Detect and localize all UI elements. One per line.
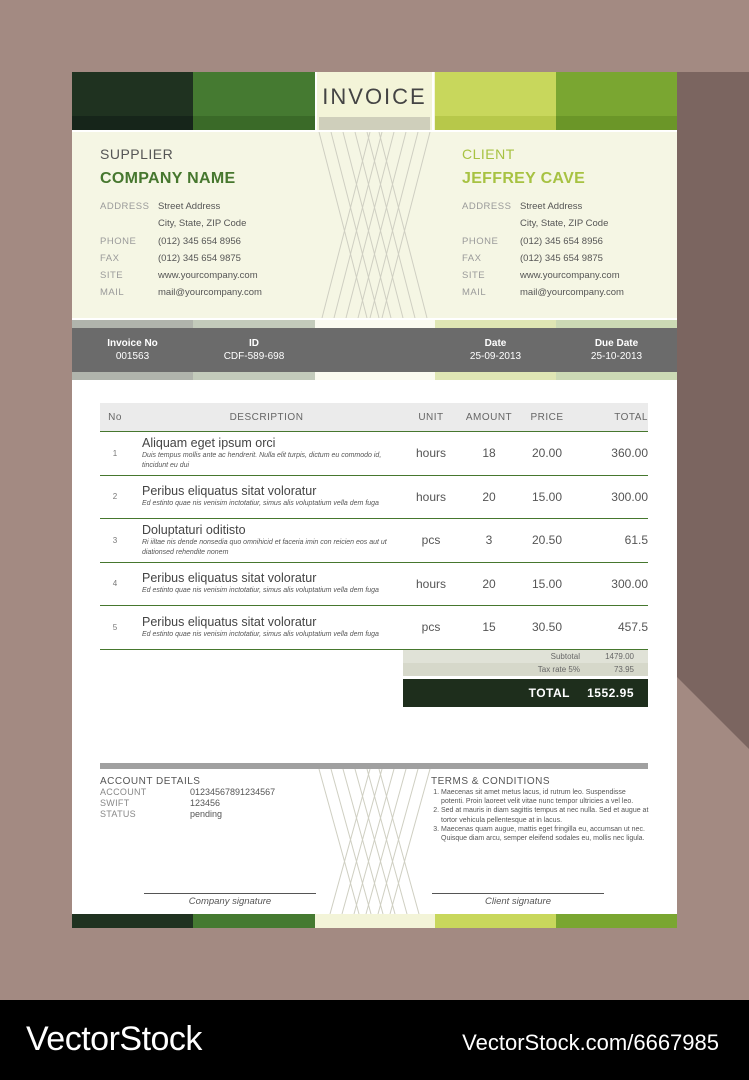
account-row: STATUS pending (100, 809, 223, 819)
account-heading: ACCOUNT DETAILS (100, 776, 201, 787)
supplier-row: MAIL mail@yourcompany.com (100, 287, 262, 299)
decorative-lines (315, 132, 434, 318)
client-row: SITE www.yourcompany.com (462, 270, 620, 282)
footer-decorative-lines (315, 769, 434, 914)
invoice-id: ID CDF-589-698 (223, 338, 285, 362)
table-row: 1 Aliquam eget ipsum orci Duis tempus mollis ante ac hendrerit. Nulla elit turpis, dictum eu commodo id, tincidunt eu dui hours 18 20.00 360.00 (100, 432, 648, 476)
supplier-role: SUPPLIER (100, 146, 174, 162)
client-row: PHONE (012) 345 654 8956 (462, 235, 603, 247)
color-segment-1 (72, 72, 193, 130)
invoice-title: INVOICE (322, 84, 427, 109)
watermark-band (0, 1000, 749, 1080)
client-signature-line: Client signature (432, 893, 604, 907)
client-row: MAIL mail@yourcompany.com (462, 287, 624, 299)
client-row: ADDRESS Street Address (462, 201, 583, 212)
client-row: FAX (012) 345 654 9875 (462, 252, 603, 264)
supplier-block (100, 146, 262, 302)
account-details (100, 776, 310, 820)
client-role: CLIENT (462, 146, 515, 162)
terms-item: 3. Maecenas quam augue, mattis eget fringilla eu, accumsan ut nec. Quisque diam arcu, semper eleifend sodales eu, mollis nec ligula. (441, 825, 649, 843)
invoice-date: Date 25-09-2013 (469, 338, 522, 362)
invoice-info-bar (72, 320, 677, 380)
terms-heading: TERMS & CONDITIONS (431, 776, 551, 787)
tax-row: Tax rate 5% 73.95 (403, 663, 648, 676)
supplier-row: ADDRESS Street Address (100, 201, 221, 212)
color-segment-2 (193, 72, 315, 130)
table-row: 2 Peribus eliquatus sitat voloratur Ed estinto quae nis venisim inctotatiur, simus alis voluptatium vella dem fuga hours 20 15.00 300.00 (100, 476, 648, 520)
grand-total-row: TOTAL 1552.95 (403, 679, 648, 707)
color-segment-5 (556, 72, 677, 130)
client-row: City, State, ZIP Code (520, 218, 609, 230)
totals-block (403, 650, 648, 707)
account-row: ACCOUNT 01234567891234567 (100, 787, 276, 797)
invoice-page (72, 72, 677, 928)
table-row: 5 Peribus eliquatus sitat voloratur Ed estinto quae nis venisim inctotatiur, simus alis voluptatium vella dem fuga pcs 15 30.50 457.5 (100, 606, 648, 650)
supplier-row: PHONE (012) 345 654 8956 (100, 235, 241, 247)
table-header: No DESCRIPTION UNIT AMOUNT PRICE TOTAL (100, 403, 648, 432)
terms-conditions (431, 776, 649, 843)
subtotal-row: Subtotal 1479.00 (403, 650, 648, 663)
invoice-title-box (315, 72, 434, 130)
terms-item: 2. Sed at mauris in diam sagittis tempus at nec nulla. Sed et augue at tortor vehicula pellentesque at in lacus. (441, 806, 649, 824)
invoice-number: Invoice No 001563 (107, 338, 158, 362)
supplier-row: FAX (012) 345 654 9875 (100, 252, 241, 264)
terms-item: 1. Maecenas sit amet metus lacus, id rutrum leo. Suspendisse potenti. Proin laoreet velit vitae nunc tempor ultricies a vel leo. (441, 788, 649, 806)
table-row: 3 Doluptaturi oditisto Ri iiltae nis dende nonsedia quo omnihicid et faceria imin con reicien eos aut ut diationsed rehendite nonem pcs 3 20.50 61.5 (100, 519, 648, 563)
supplier-name: COMPANY NAME (100, 170, 236, 187)
supplier-row: City, State, ZIP Code (158, 218, 247, 230)
color-segment-4 (435, 72, 556, 130)
supplier-row: SITE www.yourcompany.com (100, 270, 258, 282)
watermark-brand: VectorStock (26, 1020, 202, 1058)
client-block (462, 146, 624, 302)
watermark-url: VectorStock.com/6667985 (462, 1030, 719, 1055)
invoice-due-date: Due Date 25-10-2013 (590, 338, 643, 362)
client-name: JEFFREY CAVE (462, 170, 586, 187)
items-table (100, 403, 648, 650)
account-row: SWIFT 123456 (100, 798, 221, 808)
company-signature-line: Company signature (144, 893, 316, 907)
table-row: 4 Peribus eliquatus sitat voloratur Ed estinto quae nis venisim inctotatiur, simus alis voluptatium vella dem fuga hours 20 15.00 300.00 (100, 563, 648, 607)
bottom-color-bar (72, 914, 677, 928)
